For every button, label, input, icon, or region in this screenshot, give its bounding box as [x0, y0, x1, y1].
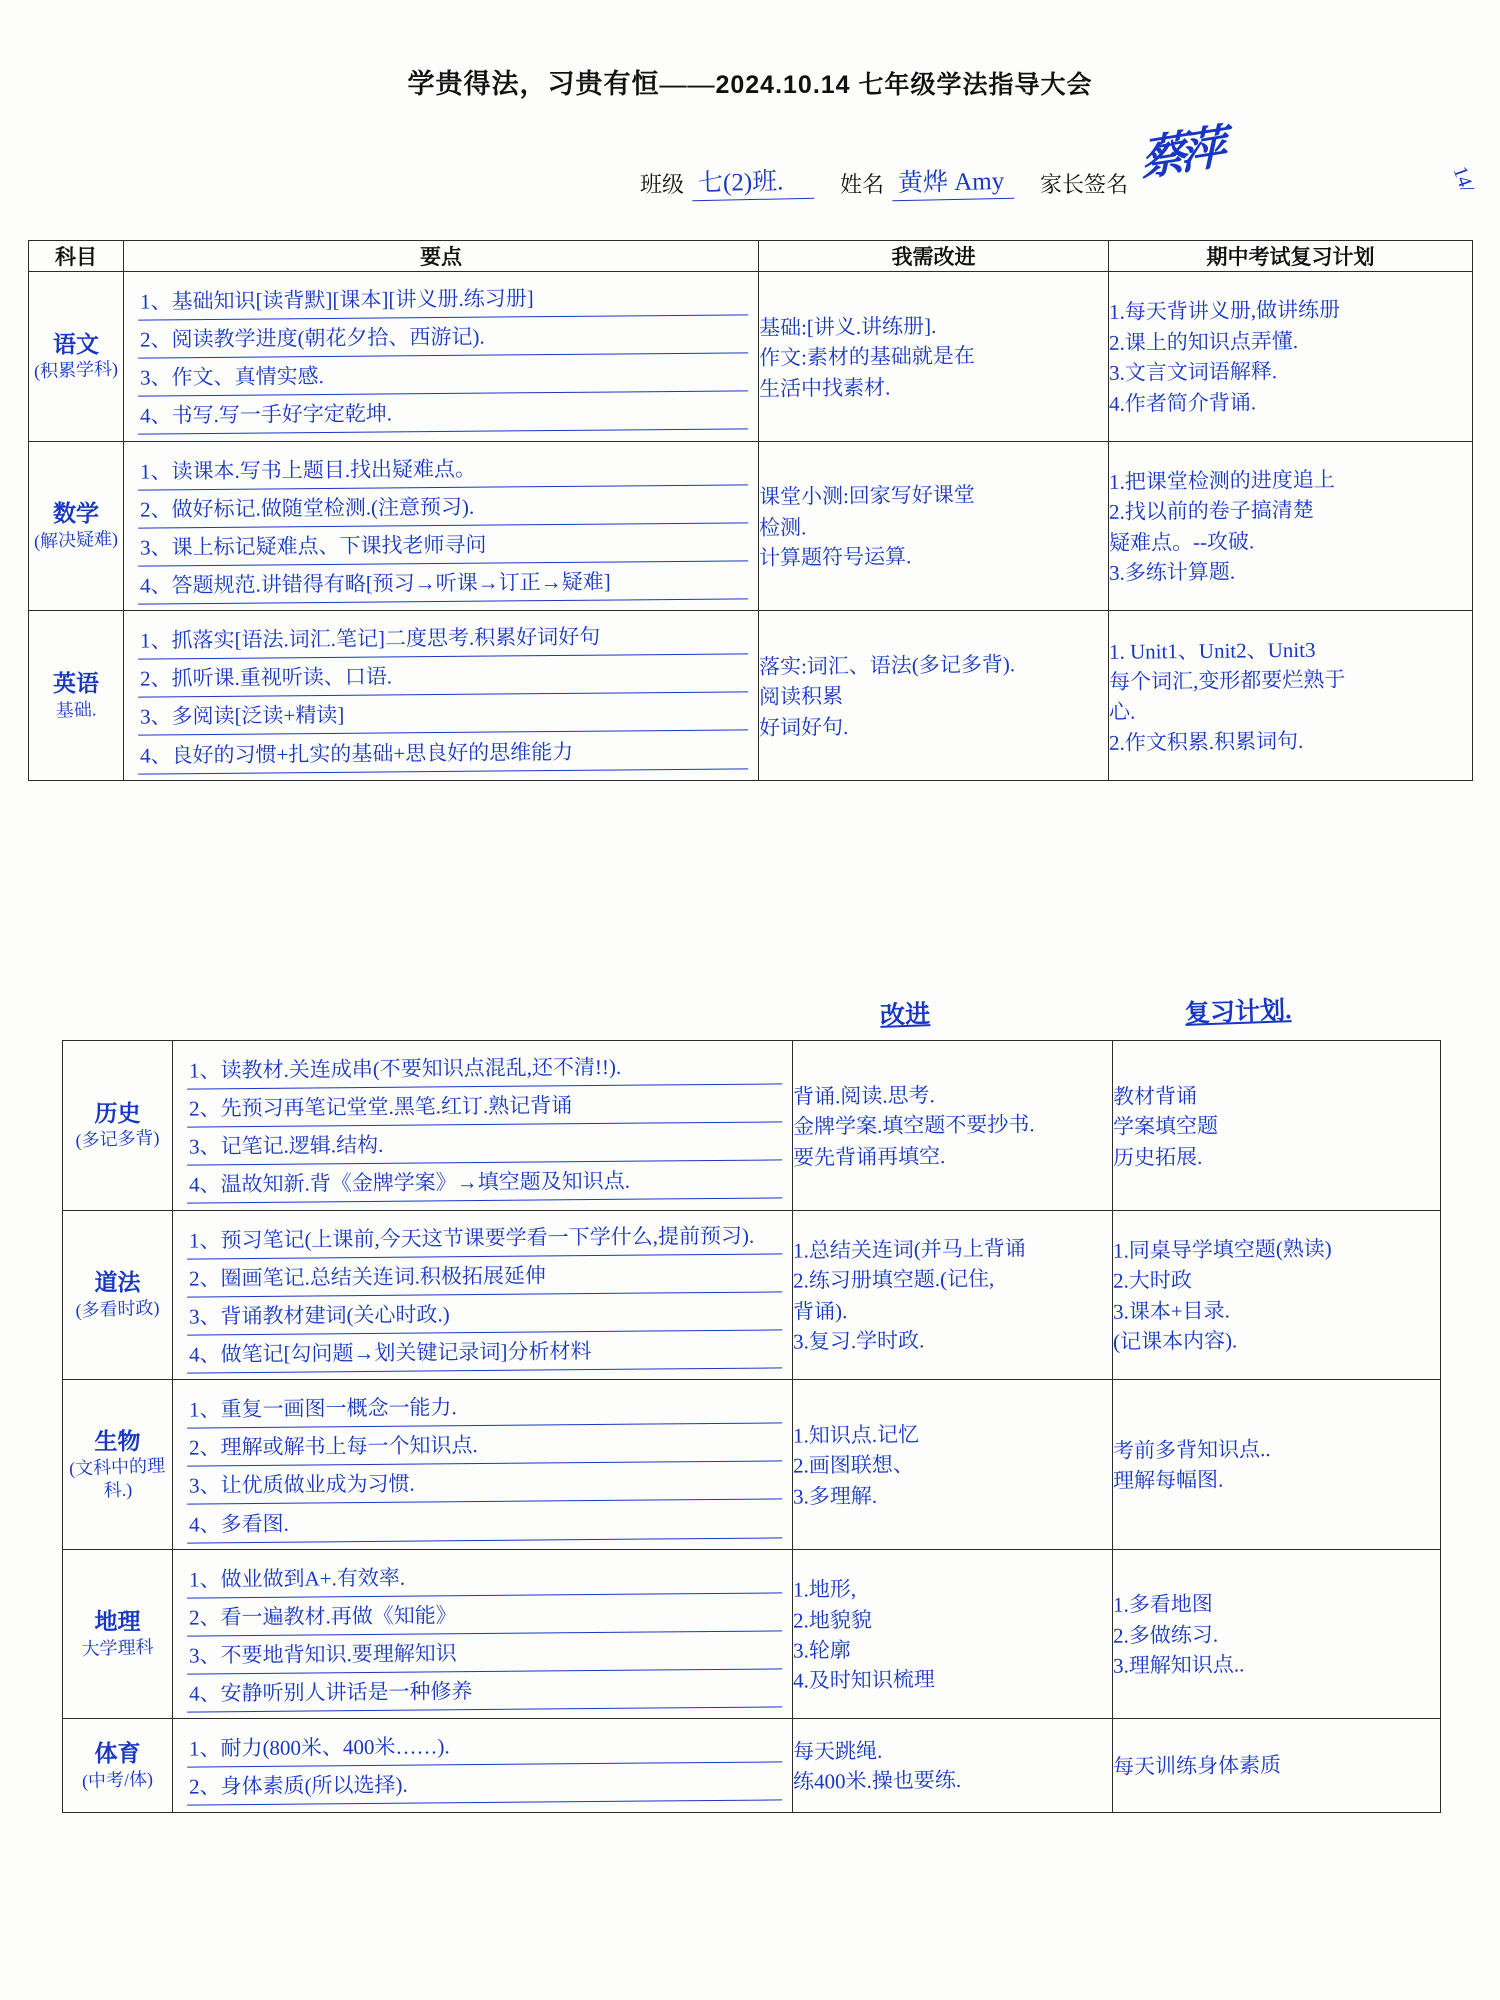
improve-cell-line[interactable]: 基础:[讲义.讲练册]. [758, 313, 937, 340]
improve-cell-line[interactable]: 2.练习册填空题.(记住, [792, 1266, 995, 1294]
points-cell [173, 1719, 793, 1812]
subject-name: 生物 [94, 1428, 141, 1454]
point-line[interactable]: 1、重复一画图一概念一能力. [187, 1386, 782, 1429]
plan-cell-line[interactable]: 1.同桌导学填空题(熟读) [1112, 1236, 1332, 1263]
improve-cell-line[interactable]: 1.知识点.记忆 [792, 1422, 920, 1448]
table-row [63, 1210, 1441, 1380]
column-header: 期中考试复习计划 [1109, 241, 1473, 272]
subject-cell [63, 1210, 173, 1380]
table-row [63, 1380, 1441, 1550]
table-row [63, 1549, 1441, 1719]
point-line[interactable]: 3、不要地背知识.要理解知识 [187, 1631, 782, 1674]
plan-cell-line[interactable]: 3.多练计算题. [1108, 559, 1236, 586]
point-line[interactable]: 2、做好标记.做随堂检测.(注意预习). [138, 485, 748, 528]
parent-signature-value[interactable]: 蔡萍 [1140, 121, 1221, 186]
improve-cell [793, 1719, 1113, 1812]
improve-cell-line[interactable]: 生活中找素材. [758, 374, 891, 401]
point-line[interactable]: 2、看一遍教材.再做《知能》 [187, 1593, 782, 1636]
improve-cell-line[interactable]: 要先背诵再填空. [792, 1143, 946, 1170]
class-field [640, 168, 814, 199]
table-bottom [62, 1040, 1441, 1813]
plan-cell [1109, 272, 1473, 442]
point-line[interactable]: 4、答题规范.讲错得有略[预习→听课→订正→疑难] [138, 561, 748, 604]
subject-note: (多记多背) [75, 1127, 160, 1151]
improve-cell-line[interactable]: 阅读积累 [758, 684, 844, 710]
plan-cell-line[interactable]: 1. Unit1、Unit2、Unit3 [1108, 637, 1316, 664]
subject-cell [63, 1549, 173, 1719]
point-line[interactable]: 3、记笔记.逻辑.结构. [187, 1123, 782, 1166]
plan-cell-line[interactable]: 4.作者简介背诵. [1108, 390, 1257, 416]
improve-floating-label: 改进 [879, 1001, 931, 1030]
point-line[interactable]: 3、让优质做业成为习惯. [187, 1462, 782, 1505]
plan-cell-line[interactable]: 1.多看地图 [1112, 1591, 1213, 1618]
points-cell [124, 272, 759, 442]
subject-cell [63, 1380, 173, 1550]
improve-cell-line[interactable]: 1.总结关连词(并马上背诵 [792, 1236, 1026, 1263]
improve-cell [759, 611, 1109, 781]
plan-cell-line[interactable]: 每个词汇,变形都要烂熟于 [1108, 667, 1346, 694]
improve-cell-line[interactable]: 背诵.阅读.思考. [792, 1082, 935, 1109]
subject-note: (文科中的理科.) [68, 1455, 166, 1501]
point-line[interactable]: 2、先预习再笔记堂堂.黑笔.红订.熟记背诵 [187, 1085, 782, 1128]
plan-cell-line[interactable]: 2.课上的知识点弄懂. [1108, 328, 1299, 355]
point-line[interactable]: 2、身体素质(所以选择). [187, 1763, 782, 1806]
point-line[interactable]: 2、理解或解书上每一个知识点. [187, 1424, 782, 1467]
plan-cell [1113, 1549, 1441, 1719]
table-row [63, 1719, 1441, 1812]
improve-cell [759, 272, 1109, 442]
class-label: 班级 [640, 172, 685, 197]
subject-cell [63, 1719, 173, 1812]
point-line[interactable]: 1、预习笔记(上课前,今天这节课要学看一下学什么,提前预习). [187, 1216, 782, 1259]
subject-name: 英语 [53, 670, 99, 696]
plan-cell-line[interactable]: 3.理解知识点.. [1112, 1652, 1245, 1678]
improve-cell [759, 441, 1109, 611]
improve-cell [793, 1041, 1113, 1211]
subject-name: 道法 [94, 1270, 141, 1296]
plan-cell-line[interactable]: 2.找以前的卷子搞清楚 [1108, 498, 1314, 525]
point-line[interactable]: 3、多阅读[泛读+精读] [138, 693, 748, 736]
subject-name: 地理 [94, 1609, 141, 1635]
plan-cell-line[interactable]: 每天训练身体素质 [1112, 1753, 1282, 1779]
improve-cell-line[interactable]: 4.及时知识梳理 [792, 1667, 935, 1694]
improve-cell [793, 1380, 1113, 1550]
point-line[interactable]: 2、抓听课.重视听读、口语. [138, 655, 748, 698]
parent-signature-field [1040, 121, 1221, 199]
plan-cell [1113, 1380, 1441, 1550]
plan-cell-line[interactable]: 3.文言文词语解释. [1108, 359, 1278, 386]
improve-cell-line[interactable]: 课堂小测:回家写好课堂 [758, 482, 975, 510]
subject-name: 语文 [53, 331, 99, 357]
signature-mark: 14/ [1448, 163, 1479, 196]
point-line[interactable]: 2、圈画笔记.总结关连词.积极拓展延伸 [187, 1254, 782, 1297]
point-line[interactable]: 1、做业做到A+.有效率. [187, 1555, 782, 1598]
point-line[interactable]: 4、做笔记[勾问题→划关键记录词]分析材料 [187, 1330, 782, 1373]
page-title-date: 2024.10.14 七年级学法指导大会 [715, 71, 1093, 99]
plan-cell-line[interactable]: 2.大时政 [1112, 1268, 1192, 1294]
points-cell [173, 1210, 793, 1380]
subject-note: (中考/体) [81, 1768, 154, 1791]
points-cell [173, 1380, 793, 1550]
plan-cell-line[interactable]: 2.多做练习. [1112, 1622, 1219, 1648]
point-line[interactable]: 4、良好的习惯+扎实的基础+思良好的思维能力 [138, 731, 748, 774]
subject-name: 体育 [94, 1740, 141, 1766]
improve-cell-line[interactable]: 3.多理解. [792, 1483, 878, 1509]
subject-note: (解决疑难) [33, 528, 119, 552]
plan-cell-line[interactable]: 理解每幅图. [1112, 1467, 1224, 1494]
plan-cell [1113, 1210, 1441, 1380]
point-line[interactable]: 1、耐力(800米、400米……). [187, 1725, 782, 1768]
plan-cell-line[interactable]: 学案填空题 [1112, 1113, 1219, 1139]
name-field [840, 168, 1014, 199]
point-line[interactable]: 2、阅读教学进度(朝花夕拾、西游记). [138, 315, 748, 358]
points-cell [124, 611, 759, 781]
subject-cell [63, 1041, 173, 1211]
improve-cell-line[interactable]: 作文:素材的基础就是在 [758, 343, 975, 370]
table-header-row [29, 241, 1473, 272]
points-cell [173, 1549, 793, 1719]
subject-name: 历史 [94, 1100, 141, 1126]
plan-cell-line[interactable]: 疑难点。--攻破. [1108, 529, 1255, 555]
page-title [0, 0, 1500, 101]
subject-name: 数学 [53, 501, 99, 527]
subject-cell [29, 611, 124, 781]
table-row [63, 1041, 1441, 1211]
subject-cell [29, 272, 124, 442]
plan-cell-line[interactable]: 3.课本+目录. [1112, 1298, 1230, 1324]
point-line[interactable]: 3、背诵教材建词(关心时政.) [187, 1292, 782, 1335]
improve-cell-line[interactable]: 练400米.操也要练. [792, 1768, 962, 1795]
improve-cell-line[interactable]: 背诵). [792, 1298, 848, 1324]
plan-cell [1113, 1719, 1441, 1812]
plan-floating-label: 复习计划. [1184, 997, 1292, 1028]
parent-signature-label: 家长签名 [1040, 172, 1129, 197]
point-line[interactable]: 3、作文、真情实感. [138, 354, 748, 397]
subject-note: (积累学科) [33, 358, 119, 382]
column-header: 要点 [124, 241, 759, 272]
point-line[interactable]: 4、书写.写一手好字定乾坤. [138, 392, 748, 435]
improve-cell [793, 1210, 1113, 1380]
class-value[interactable]: 七(2)班. [692, 167, 815, 200]
improve-cell-line[interactable]: 每天跳绳. [792, 1738, 883, 1764]
improve-cell-line[interactable]: 2.画图联想、 [792, 1452, 914, 1478]
table-row [29, 272, 1473, 442]
improve-cell-line[interactable]: 3.轮廓 [792, 1638, 851, 1663]
points-cell [124, 441, 759, 611]
page-title-main: 学贵得法，习贵有恒—— [407, 69, 716, 99]
table-top [28, 240, 1473, 781]
column-header: 我需改进 [759, 241, 1109, 272]
plan-cell-line[interactable]: 1.把课堂检测的进度追上 [1108, 467, 1335, 494]
plan-cell [1109, 441, 1473, 611]
plan-cell-line[interactable]: 2.作文积累.积累词句. [1108, 728, 1304, 755]
point-line[interactable]: 1、抓落实[语法.词汇.笔记]二度思考.积累好词好句 [138, 616, 748, 659]
table-row [29, 441, 1473, 611]
improve-cell-line[interactable]: 好词好句. [758, 714, 849, 740]
point-line[interactable]: 4、多看图. [187, 1500, 782, 1543]
improve-cell-line[interactable]: 落实:词汇、语法(多记多背). [758, 651, 1016, 679]
subject-note: (多看时政) [75, 1297, 160, 1321]
name-label: 姓名 [840, 172, 885, 197]
point-line[interactable]: 3、课上标记疑难点、下课找老师寻问 [138, 523, 748, 566]
point-line[interactable]: 1、读教材.关连成串(不要知识点混乱,还不清!!). [187, 1046, 782, 1089]
improve-cell-line[interactable]: 3.复习.学时政. [792, 1328, 925, 1354]
improve-cell-line[interactable]: 1.地形, [792, 1577, 857, 1602]
name-value[interactable]: 黄烨 Amy [892, 167, 1015, 200]
plan-cell-line[interactable]: 考前多背知识点.. [1112, 1437, 1271, 1463]
improve-cell-line[interactable]: 检测. [758, 514, 807, 540]
plan-cell-line[interactable]: 1.每天背讲义册,做讲练册 [1108, 297, 1341, 325]
subject-cell [29, 441, 124, 611]
plan-cell-line[interactable]: 教材背诵 [1112, 1083, 1198, 1109]
meta-row [0, 121, 1500, 199]
points-cell [173, 1041, 793, 1211]
column-header: 科目 [29, 241, 124, 272]
plan-cell-line[interactable]: 心. [1108, 700, 1136, 725]
plan-cell-line[interactable]: (记课本内容). [1112, 1328, 1238, 1354]
improve-cell-line[interactable]: 2.地貌貌 [792, 1607, 872, 1633]
subject-note: 大学理科 [81, 1636, 154, 1660]
point-line[interactable]: 1、读课本.写书上题目.找出疑难点。 [138, 447, 748, 490]
plan-cell [1113, 1041, 1441, 1211]
point-line[interactable]: 1、基础知识[读背默][课本][讲义册.练习册] [138, 277, 748, 320]
improve-cell [793, 1549, 1113, 1719]
plan-cell [1109, 611, 1473, 781]
improve-cell-line[interactable]: 金牌学案.填空题不要抄书. [792, 1112, 1035, 1139]
table-row [29, 611, 1473, 781]
subject-note: 基础. [55, 698, 97, 721]
plan-cell-line[interactable]: 历史拓展. [1112, 1144, 1203, 1170]
point-line[interactable]: 4、安静听别人讲话是一种修养 [187, 1670, 782, 1713]
improve-cell-line[interactable]: 计算题符号运算. [758, 544, 912, 570]
point-line[interactable]: 4、温故知新.背《金牌学案》→填空题及知识点. [187, 1161, 782, 1204]
